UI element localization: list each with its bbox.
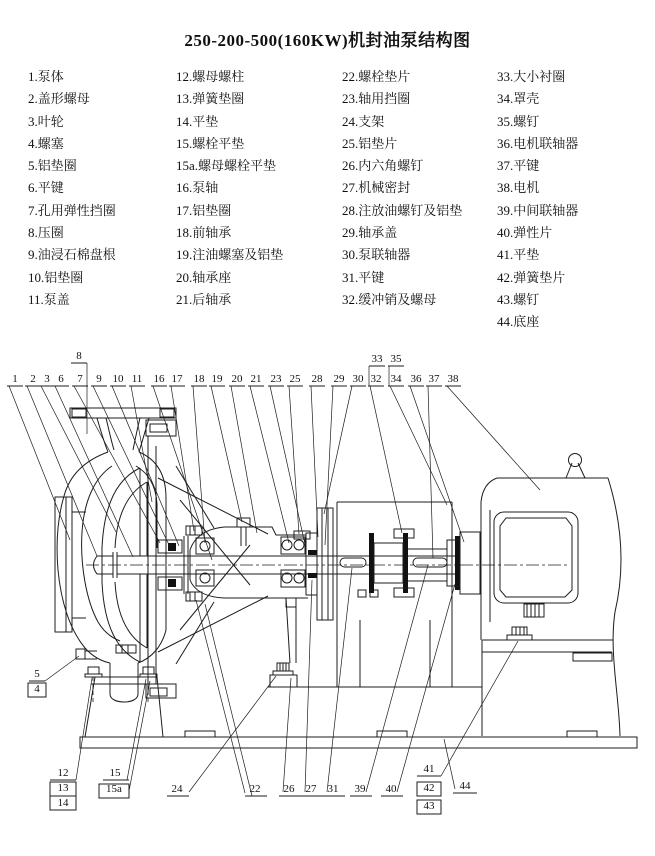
leader-line [289, 386, 299, 534]
callout-number: 6 [58, 373, 64, 385]
leader-line [76, 678, 92, 780]
parts-list-item-33: 33.大小衬圈 [497, 69, 566, 84]
leader-line [324, 386, 352, 514]
leader-line [447, 386, 540, 490]
parts-list-item-22: 22.螺栓垫片 [342, 69, 411, 84]
parts-list-item-14: 14.平垫 [176, 113, 219, 129]
page-title: 250-200-500(160KW)机封油泵结构图 [184, 31, 471, 50]
callout-number: 5 [34, 668, 40, 680]
callout-number: 27 [305, 783, 317, 795]
parts-list-item-35: 35.螺钉 [497, 113, 540, 129]
callout-number: 40 [385, 783, 397, 795]
callout-number: 35 [390, 353, 402, 365]
callout-number: 41 [423, 763, 435, 775]
parts-list-item-2: 2.盖形螺母 [28, 91, 90, 107]
callout-number: 39 [354, 783, 366, 795]
callout-28 [309, 373, 325, 537]
callout-27 [301, 580, 323, 796]
parts-list-item-15a: 15a.螺母螺栓平垫 [176, 158, 277, 174]
callout-14 [50, 796, 76, 810]
callout-44 [444, 739, 477, 793]
callout-43 [417, 800, 441, 814]
callout-5 [29, 656, 79, 681]
parts-list-item-19: 19.注油螺塞及铝垫 [176, 247, 284, 263]
parts-list-item-44: 44.底座 [497, 314, 540, 330]
callout-number: 33 [371, 353, 383, 365]
callout-number: 15a [106, 783, 122, 795]
callout-6 [53, 373, 133, 557]
callout-12 [50, 678, 92, 780]
callout-number: 12 [57, 767, 69, 779]
leader-line [327, 568, 352, 792]
leader-line [193, 386, 205, 543]
parts-list-item-8: 8.压圈 [28, 225, 64, 241]
parts-list-item-30: 30.泵联轴器 [342, 247, 411, 263]
coupling-guard [268, 502, 482, 687]
pump-casing [55, 408, 176, 702]
callout-number: 2 [30, 373, 36, 385]
callout-36 [408, 373, 464, 542]
parts-list-item-39: 39.中间联轴器 [497, 202, 579, 218]
parts-list-item-5: 5.铝垫圈 [28, 158, 77, 174]
leader-line [366, 565, 428, 792]
callout-number: 43 [423, 800, 435, 812]
callout-16 [151, 373, 212, 560]
callout-8 [71, 350, 87, 434]
parts-list-item-25: 25.铝垫片 [342, 135, 398, 151]
parts-list-item-31: 31.平键 [342, 269, 385, 285]
callout-number: 21 [250, 373, 262, 385]
leader-line [390, 386, 447, 505]
leader-line [250, 386, 289, 543]
callout-number: 14 [57, 797, 69, 809]
leader-line [171, 386, 194, 531]
parts-list-item-21: 21.后轴承 [176, 291, 232, 307]
parts-list-item-43: 43.螺钉 [497, 291, 540, 307]
callout-number: 34 [390, 373, 402, 385]
callout-2 [25, 373, 97, 556]
callout-40 [381, 584, 455, 796]
callout-number: 10 [112, 373, 124, 385]
parts-list-item-18: 18.前轴承 [176, 225, 232, 241]
callout-number: 13 [57, 782, 69, 794]
leader-line [311, 386, 318, 537]
callout-number: 20 [231, 373, 243, 385]
callout-number: 30 [352, 373, 364, 385]
callout-34 [388, 373, 447, 505]
leader-line [283, 678, 291, 792]
leader-line [189, 676, 276, 792]
callout-42 [417, 782, 441, 796]
parts-list-item-41: 41.平垫 [497, 247, 540, 263]
parts-list-item-36: 36.电机联轴器 [497, 135, 579, 151]
callout-number: 37 [428, 373, 440, 385]
leader-line [370, 386, 402, 533]
leader-line [74, 386, 160, 543]
coupling-assembly [317, 508, 480, 620]
callout-9 [91, 373, 170, 547]
callout-number: 31 [327, 783, 339, 795]
callout-13 [50, 782, 76, 796]
parts-list-item-26: 26.内六角螺钉 [342, 158, 424, 174]
parts-list-item-4: 4.螺塞 [28, 135, 64, 151]
shaft [86, 556, 568, 574]
parts-list-item-10: 10.铝垫圈 [28, 269, 84, 285]
leader-line [441, 641, 518, 776]
callout-41 [417, 641, 518, 776]
parts-list-item-27: 27.机械密封 [342, 180, 411, 196]
callout-39 [350, 565, 428, 796]
callout-number: 3 [44, 373, 50, 385]
leader-line [211, 386, 242, 522]
callout-number: 1 [12, 373, 18, 385]
callout-15 [103, 679, 146, 780]
callout-number: 18 [193, 373, 205, 385]
leader-line [270, 386, 306, 549]
callout-35 [388, 353, 404, 366]
callout-32 [368, 373, 402, 533]
motor [481, 454, 621, 737]
callout-19 [209, 373, 242, 522]
callout-4 [28, 683, 46, 697]
leader-line [325, 386, 333, 545]
callout-33 [369, 353, 385, 366]
callout-number: 19 [211, 373, 223, 385]
parts-list-item-6: 6.平键 [28, 180, 64, 196]
parts-list-item-12: 12.螺母螺柱 [176, 69, 245, 84]
callout-number: 36 [410, 373, 422, 385]
callout-38 [445, 373, 540, 490]
callout-23 [268, 373, 306, 549]
callout-number: 11 [131, 373, 143, 385]
callout-number: 38 [447, 373, 459, 385]
callout-number: 7 [77, 373, 83, 385]
callout-number: 8 [76, 350, 82, 362]
callout-number: 26 [283, 783, 295, 795]
parts-list-item-24: 24.支架 [342, 113, 385, 129]
parts-list-item-11: 11.泵盖 [28, 291, 70, 307]
callout-number: 15 [109, 767, 121, 779]
parts-list-item-23: 23.轴用挡圈 [342, 91, 411, 107]
parts-list-item-17: 17.铝垫圈 [176, 202, 232, 218]
parts-list-item-16: 16.泵轴 [176, 180, 219, 196]
parts-list-item-37: 37.平键 [497, 158, 540, 174]
callout-number: 16 [153, 373, 165, 385]
pedestals-and-baseplate [80, 663, 637, 748]
leader-line [9, 386, 70, 540]
callout-22 [196, 600, 267, 796]
callout-number: 28 [311, 373, 323, 385]
parts-list-item-40: 40.弹性片 [497, 225, 553, 241]
callout-17 [169, 373, 194, 531]
bearing-housing [190, 518, 317, 607]
parts-list-item-42: 42.弹簧垫片 [497, 269, 566, 285]
parts-list-item-20: 20.轴承座 [176, 269, 232, 285]
leader-line [305, 580, 312, 792]
callout-number: 44 [459, 780, 471, 792]
callout-number: 25 [289, 373, 301, 385]
parts-list-item-15: 15.螺栓平垫 [176, 135, 245, 151]
leader-line [410, 386, 464, 542]
callout-number: 32 [370, 373, 382, 385]
parts-list-item-1: 1.泵体 [28, 69, 64, 84]
parts-list-item-38: 38.电机 [497, 180, 540, 196]
leader-line [129, 681, 150, 791]
leader-line [205, 604, 252, 796]
leader-line [45, 656, 79, 681]
leader-line [444, 739, 455, 789]
parts-list-item-34: 34.罩壳 [497, 91, 540, 107]
parts-list-item-9: 9.油浸石棉盘根 [28, 247, 116, 263]
callout-number: 24 [171, 783, 183, 795]
leader-line [231, 386, 257, 533]
parts-list-item-7: 7.孔用弹性挡圈 [28, 202, 116, 218]
parts-list-item-29: 29.轴承盖 [342, 225, 398, 241]
parts-list-item-13: 13.弹簧垫圈 [176, 91, 245, 107]
callout-number: 17 [171, 373, 183, 385]
leader-line [127, 679, 146, 780]
callout-number: 9 [96, 373, 102, 385]
callout-24 [167, 676, 276, 796]
leader-line [428, 386, 433, 558]
parts-list-item-28: 28.注放油螺钉及铝垫 [342, 202, 463, 218]
callout-number: 23 [270, 373, 282, 385]
callout-18 [191, 373, 207, 543]
callout-number: 22 [249, 783, 261, 795]
parts-list-item-32: 32.缓冲销及螺母 [342, 291, 437, 307]
callout-number: 4 [34, 683, 40, 695]
leader-line [196, 600, 245, 793]
pump-cover-and-bracket [146, 420, 296, 698]
callout-number: 42 [423, 782, 435, 794]
callout-number: 29 [333, 373, 345, 385]
leader-line [397, 584, 455, 792]
parts-list-item-3: 3.叶轮 [28, 113, 64, 129]
callout-25 [287, 373, 303, 534]
leader-line [153, 386, 212, 560]
